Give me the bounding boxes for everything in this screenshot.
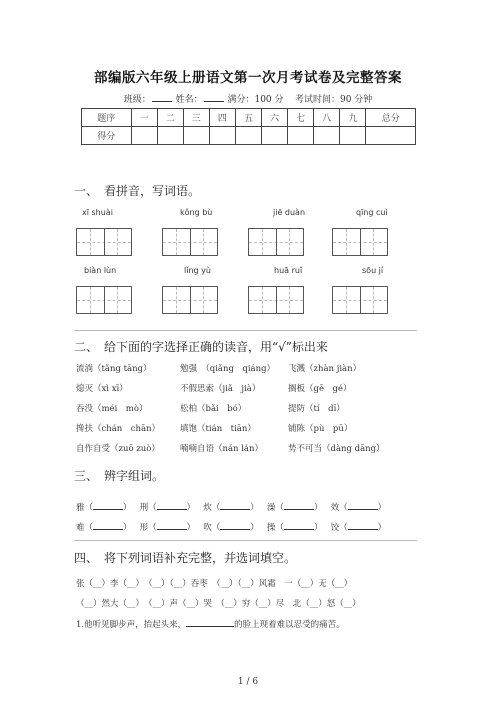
writing-grid[interactable]: [248, 228, 304, 256]
pinyin-label: qīng cuì: [356, 208, 388, 217]
page-title: 部编版六年级上册语文第一次月考试卷及完整答案: [94, 70, 402, 86]
score-cell[interactable]: [314, 127, 340, 145]
paren-close: ）: [186, 523, 196, 533]
fill-sentence: [76, 617, 345, 630]
writing-grid[interactable]: [162, 286, 218, 314]
char-label: 雅（: [76, 503, 94, 513]
char-label: 澡（: [266, 503, 284, 513]
reading-choice[interactable]: 搁板（gē gé）: [288, 384, 352, 394]
word-group-row: [76, 500, 386, 513]
paren-close: ）: [313, 523, 323, 533]
char-label: 炊（: [203, 503, 221, 513]
reading-choice[interactable]: 不假思索（jiǎ jià）: [180, 384, 261, 394]
reading-choice[interactable]: 吞没（méi mò）: [76, 404, 148, 414]
idiom-fill-line[interactable]: （__）然大（__） （__）声（__）哭 （__）穷（__）尽 北（__）怒（__）: [76, 599, 361, 609]
pinyin-label: huā ruǐ: [274, 266, 303, 275]
table-cell: 五: [235, 109, 261, 127]
section-3-title: 三、 辨字组词。: [74, 469, 165, 483]
answer-blank[interactable]: [348, 500, 378, 510]
answer-blank[interactable]: [220, 520, 250, 530]
table-cell: 得分: [82, 127, 132, 145]
full-score: 满分：100 分: [227, 95, 284, 105]
writing-grid[interactable]: [76, 286, 132, 314]
score-table-header-row: [82, 109, 416, 127]
paren-close: ）: [313, 503, 323, 513]
table-cell: 四: [209, 109, 235, 127]
answer-blank[interactable]: [284, 520, 314, 530]
reading-choice[interactable]: 提防（tí dī）: [288, 404, 345, 414]
name-label: 姓名：: [175, 95, 203, 105]
reading-choice[interactable]: 飞溅（zhàn jiàn）: [288, 364, 362, 374]
score-table-score-row: [82, 127, 416, 145]
table-cell: 七: [288, 109, 314, 127]
pinyin-label: lǐng yù: [184, 266, 211, 275]
char-label: 难（: [76, 523, 94, 533]
class-label: 班级：: [123, 95, 151, 105]
reading-choice[interactable]: 铺陈（pù pū）: [288, 424, 353, 434]
writing-grid[interactable]: [332, 228, 388, 256]
sentence-blank[interactable]: [186, 617, 234, 627]
char-label: 操（: [266, 523, 284, 533]
char-label: 饺（: [330, 523, 348, 533]
score-cell[interactable]: [288, 127, 314, 145]
table-cell: 总分: [366, 109, 416, 127]
exam-info: [0, 92, 496, 105]
table-cell: 九: [340, 109, 366, 127]
paren-close: ）: [250, 503, 259, 513]
reading-choice[interactable]: 填饱（tián tiān）: [180, 424, 256, 434]
char-label: 形（: [139, 523, 157, 533]
table-cell: 八: [314, 109, 340, 127]
page-number: 1 / 6: [237, 677, 259, 687]
table-cell: 一: [131, 109, 157, 127]
table-cell: 六: [262, 109, 288, 127]
pinyin-label: biàn lùn: [84, 266, 117, 275]
score-cell[interactable]: [262, 127, 288, 145]
section-2-title: 二、 给下面的字选择正确的读音，用“√”标出来: [74, 340, 328, 354]
writing-grid[interactable]: [248, 286, 304, 314]
reading-choice[interactable]: 勉强 （qiǎng qiáng）: [180, 364, 276, 374]
answer-blank[interactable]: [284, 500, 314, 510]
reading-choice[interactable]: 松柏（bǎi bó）: [180, 404, 247, 414]
reading-choice[interactable]: 势不可当（dàng dāng）: [288, 444, 385, 454]
writing-grid[interactable]: [332, 286, 388, 314]
paren-close: ）: [250, 523, 259, 533]
paren-close: ）: [123, 503, 132, 513]
score-cell[interactable]: [131, 127, 157, 145]
reading-choice[interactable]: 熄灭（xì xī）: [76, 384, 128, 394]
reading-choice[interactable]: 流淌（tǎng tāng）: [76, 364, 152, 374]
writing-grid[interactable]: [76, 228, 132, 256]
answer-blank[interactable]: [93, 500, 123, 510]
score-cell[interactable]: [235, 127, 261, 145]
score-cell[interactable]: [366, 127, 416, 145]
sentence-start: 1.他听见脚步声，抬起头来，: [76, 620, 187, 630]
reading-choice[interactable]: 喃喃自语（nán lán）: [180, 444, 263, 454]
idiom-fill-line[interactable]: 张（__）李（__） （__）（__）吞枣 （__）（__）风霜 一（__）无（__）: [76, 579, 353, 589]
score-table: [81, 108, 416, 145]
pinyin-label: xī shuài: [82, 208, 113, 217]
score-cell[interactable]: [183, 127, 209, 145]
reading-choice[interactable]: 自作自受（zuō zuò）: [76, 444, 160, 454]
char-label: 效（: [330, 503, 348, 513]
score-cell[interactable]: [157, 127, 183, 145]
table-cell: 二: [157, 109, 183, 127]
section-4-title: 四、 将下列词语补充完整，并选词填空。: [74, 551, 297, 565]
table-cell: 题序: [82, 109, 132, 127]
name-blank[interactable]: [204, 92, 224, 102]
char-label: 刑（: [139, 503, 157, 513]
paren-close: ）: [186, 503, 196, 513]
pinyin-label: jiē duàn: [273, 208, 306, 217]
sentence-end: 的脸上现着难以忍受的痛苦。: [234, 620, 345, 630]
score-cell[interactable]: [340, 127, 366, 145]
exam-time: 考试时间：90 分钟: [294, 95, 373, 105]
class-blank[interactable]: [152, 92, 172, 102]
score-cell[interactable]: [209, 127, 235, 145]
section-divider: [74, 540, 417, 541]
section-divider: [74, 330, 417, 331]
paren-close: ）: [377, 523, 387, 533]
reading-choice[interactable]: 搀扶（chán chān）: [76, 424, 161, 434]
answer-blank[interactable]: [93, 520, 123, 530]
answer-blank[interactable]: [157, 520, 187, 530]
paren-close: ）: [377, 503, 387, 513]
section-1-title: 一、 看拼音，写词语。: [74, 184, 201, 198]
writing-grid[interactable]: [162, 228, 218, 256]
char-label: 吹（: [203, 523, 221, 533]
paren-close: ）: [123, 523, 132, 533]
pinyin-label: sōu jí: [362, 266, 384, 275]
word-group-row: [76, 520, 386, 533]
answer-blank[interactable]: [220, 500, 250, 510]
table-cell: 三: [183, 109, 209, 127]
answer-blank[interactable]: [157, 500, 187, 510]
answer-blank[interactable]: [348, 520, 378, 530]
pinyin-label: kǒng bù: [180, 208, 213, 217]
